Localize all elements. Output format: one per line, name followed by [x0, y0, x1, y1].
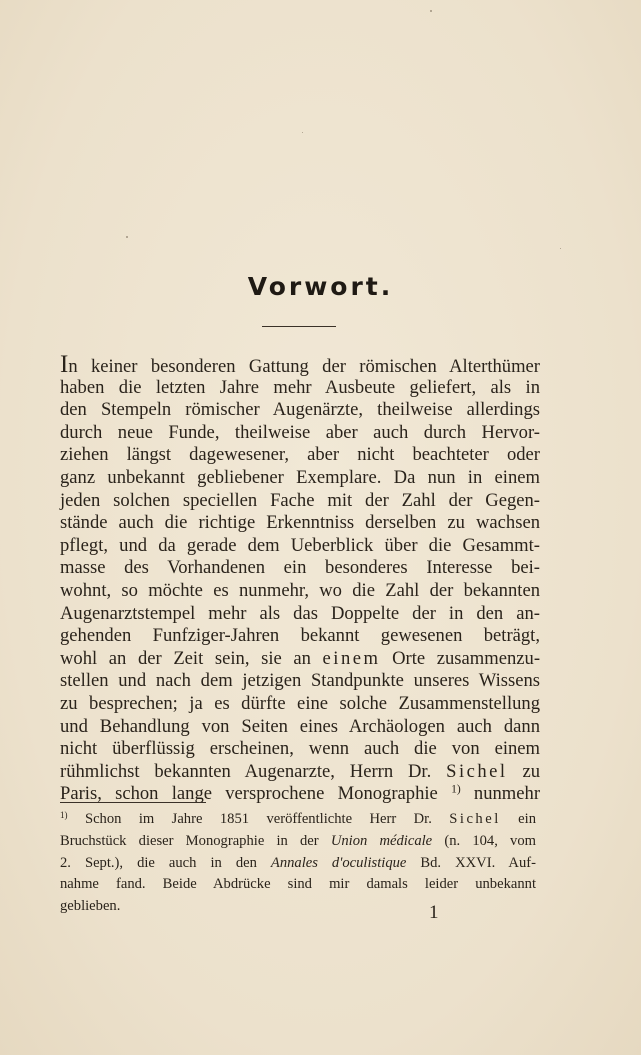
footnote-marker: 1)	[60, 810, 68, 821]
body-line: haben die letzten Jahre mehr Ausbeute geliefert, als in	[60, 376, 540, 398]
body-line: ziehen längst dagewesener, aber nicht beachteter oder	[60, 444, 540, 466]
body-line: stellen und nach dem jetzigen Standpunkte unseres Wissens	[60, 670, 540, 692]
italic-title: Union médicale	[330, 832, 433, 849]
footnote-reference: 1)	[451, 783, 461, 796]
emphasis-spaced: Sichel	[449, 811, 501, 827]
body-line: durch neue Funde, theilweise aber auch durch Hervor-	[60, 421, 540, 443]
body-line: nicht überflüssig erscheinen, wenn auch die von einem	[60, 738, 540, 760]
initial-letter: I	[60, 351, 69, 378]
body-line: In keiner besonderen Gattung der römischen Alterthümer	[60, 351, 540, 378]
paper-speck	[126, 236, 128, 238]
body-line: Augenarztstempel mehr als das Doppelte der in den an-	[60, 602, 540, 624]
body-line: zu besprechen; ja es dürfte eine solche Zusammenstellung	[60, 692, 540, 714]
body-line: Paris, schon lange versprochene Monographie $^{1)}$ nunmehr	[60, 783, 541, 805]
body-line: rühmlichst bekannten Augenarzte, Herrn Dr. Sichel zu	[60, 760, 540, 782]
body-line: gehenden Funfziger-Jahren bekannt gewesenen beträgt,	[60, 625, 540, 647]
body-line: stände auch die richtige Erkenntniss derselben zu wachsen	[60, 512, 540, 534]
body-line: ganz unbekannt gebliebener Exemplare. Da nun in einem	[60, 466, 540, 488]
body-line: jeden solchen speciellen Fache mit der Zahl der Gegen-	[60, 489, 540, 511]
body-line: masse des Vorhandenen ein besonderes Interesse bei-	[60, 557, 540, 579]
paper-speck	[560, 248, 561, 249]
body-line: wohl an der Zeit sein, sie an einem Orte zusammenzu-	[60, 647, 541, 669]
paper-speck	[430, 10, 432, 12]
footnote-line: $^{1)}$ Schon im Jahre 1851 veröffentlichte Herr Dr. Sichel ein	[60, 810, 536, 827]
footnote-rule	[60, 802, 206, 803]
body-line: wohnt, so möchte es nunmehr, wo die Zahl der bekannten	[60, 579, 540, 601]
body-paragraph	[60, 351, 541, 806]
footnote-line: nahme fand. Beide Abdrücke sind mir damals leider unbekannt	[60, 876, 536, 893]
body-line: pflegt, und da gerade dem Ueberblick über die Gesammt-	[60, 534, 540, 556]
emphasis-spaced: Sichel	[446, 760, 508, 782]
page-heading: Vorwort.	[247, 272, 394, 301]
footnote-line: geblieben.	[60, 898, 121, 915]
paper-speck	[302, 132, 303, 133]
footnote-line: 2. Sept.), die auch in den Annales d'oculistique Bd. XXVI. Auf-	[60, 854, 536, 871]
body-line: den Stempeln römischer Augenärzte, theilweise allerdings	[60, 399, 540, 421]
footnote-line: Bruchstück dieser Monographie in der Union médicale (n. 104, vom	[60, 832, 536, 849]
body-line: und Behandlung von Seiten eines Archäologen auch dann	[60, 715, 540, 737]
page-number: 1	[429, 902, 439, 923]
emphasis-spaced: einem	[322, 647, 381, 669]
italic-title: Annales d'oculistique	[270, 854, 407, 871]
footnote	[60, 809, 536, 918]
heading-rule	[262, 326, 336, 327]
